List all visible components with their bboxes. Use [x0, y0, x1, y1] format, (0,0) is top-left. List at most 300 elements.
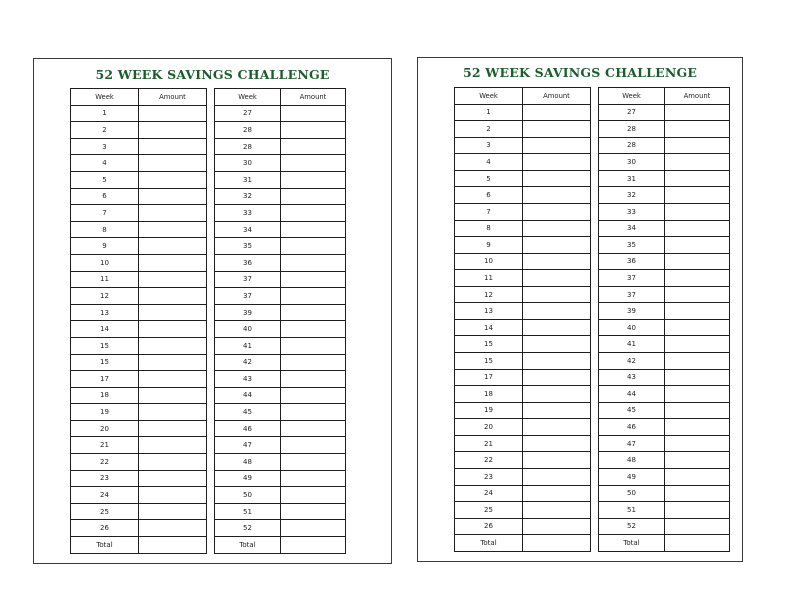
amount-cell[interactable] — [523, 137, 591, 154]
week-number: 10 — [455, 253, 523, 270]
amount-cell[interactable] — [281, 254, 346, 271]
week-row — [215, 503, 346, 520]
week-number: 15 — [455, 336, 523, 353]
week-row — [71, 387, 207, 404]
week-row — [599, 121, 730, 138]
week-row — [215, 238, 346, 255]
week-row — [215, 337, 346, 354]
amount-cell[interactable] — [665, 286, 730, 303]
week-number: 6 — [71, 188, 139, 205]
week-number: 28 — [599, 137, 665, 154]
week-number: 13 — [71, 304, 139, 321]
amount-cell[interactable] — [139, 454, 207, 471]
total-amount-cell[interactable] — [139, 537, 207, 554]
week-number: 40 — [599, 319, 665, 336]
week-row — [455, 253, 591, 270]
amount-cell[interactable] — [139, 122, 207, 139]
week-column-header: Week — [215, 89, 281, 106]
week-row — [215, 454, 346, 471]
amount-cell[interactable] — [665, 419, 730, 436]
amount-cell[interactable] — [281, 470, 346, 487]
amount-cell[interactable] — [281, 354, 346, 371]
amount-cell[interactable] — [281, 155, 346, 172]
total-label: Total — [455, 535, 523, 552]
amount-cell[interactable] — [523, 303, 591, 320]
week-number: 15 — [71, 354, 139, 371]
week-number: 25 — [455, 502, 523, 519]
week-row — [599, 154, 730, 171]
week-number: 47 — [215, 437, 281, 454]
amount-cell[interactable] — [523, 253, 591, 270]
amount-cell[interactable] — [139, 171, 207, 188]
amount-cell[interactable] — [665, 402, 730, 419]
amount-cell[interactable] — [139, 354, 207, 371]
amount-cell[interactable] — [665, 104, 730, 121]
week-number: 39 — [599, 303, 665, 320]
total-label: Total — [215, 537, 281, 554]
week-number: 31 — [215, 171, 281, 188]
week-number: 11 — [71, 271, 139, 288]
week-number: 36 — [599, 253, 665, 270]
week-row — [215, 487, 346, 504]
week-number: 46 — [599, 419, 665, 436]
week-number: 15 — [455, 353, 523, 370]
week-number: 3 — [71, 138, 139, 155]
week-row — [455, 419, 591, 436]
amount-cell[interactable] — [281, 321, 346, 338]
amount-cell[interactable] — [665, 170, 730, 187]
week-row — [455, 203, 591, 220]
amount-cell[interactable] — [523, 435, 591, 452]
amount-cell[interactable] — [523, 220, 591, 237]
amount-cell[interactable] — [665, 137, 730, 154]
week-number: 28 — [215, 138, 281, 155]
amount-cell[interactable] — [139, 188, 207, 205]
week-row — [455, 319, 591, 336]
week-row — [71, 487, 207, 504]
amount-cell[interactable] — [523, 369, 591, 386]
amount-cell[interactable] — [139, 155, 207, 172]
sheet-title: 52 WEEK SAVINGS CHALLENGE — [462, 65, 698, 80]
week-row — [455, 369, 591, 386]
week-number: 34 — [599, 220, 665, 237]
amount-cell[interactable] — [281, 221, 346, 238]
week-number: 22 — [71, 454, 139, 471]
header-row — [71, 89, 207, 106]
week-number: 2 — [71, 122, 139, 139]
week-number: 35 — [215, 238, 281, 255]
amount-cell[interactable] — [523, 353, 591, 370]
amount-cell[interactable] — [281, 454, 346, 471]
amount-cell[interactable] — [523, 154, 591, 171]
week-row — [215, 354, 346, 371]
week-number: 3 — [455, 137, 523, 154]
amount-cell[interactable] — [281, 271, 346, 288]
week-row — [599, 220, 730, 237]
amount-cell[interactable] — [281, 304, 346, 321]
week-number: 1 — [455, 104, 523, 121]
amount-cell[interactable] — [139, 254, 207, 271]
week-number: 24 — [455, 485, 523, 502]
week-number: 10 — [71, 254, 139, 271]
week-row — [71, 437, 207, 454]
week-row — [71, 171, 207, 188]
week-number: 4 — [455, 154, 523, 171]
amount-cell[interactable] — [281, 404, 346, 421]
amount-cell[interactable] — [281, 138, 346, 155]
amount-cell[interactable] — [281, 337, 346, 354]
week-row — [455, 104, 591, 121]
amount-cell[interactable] — [139, 371, 207, 388]
week-number: 2 — [455, 121, 523, 138]
week-number: 9 — [71, 238, 139, 255]
week-number: 33 — [215, 205, 281, 222]
week-number: 21 — [455, 435, 523, 452]
amount-cell[interactable] — [665, 518, 730, 535]
amount-cell[interactable] — [523, 104, 591, 121]
week-column-header: Week — [71, 89, 139, 106]
total-row — [599, 535, 730, 552]
week-row — [455, 121, 591, 138]
amount-cell[interactable] — [523, 121, 591, 138]
week-number: 7 — [455, 203, 523, 220]
amount-cell[interactable] — [665, 353, 730, 370]
amount-cell[interactable] — [665, 270, 730, 287]
amount-cell[interactable] — [281, 503, 346, 520]
week-number: 25 — [71, 503, 139, 520]
weeks-table-1-26 — [70, 88, 207, 554]
week-number: 23 — [455, 468, 523, 485]
week-number: 11 — [455, 270, 523, 287]
amount-cell[interactable] — [665, 502, 730, 519]
week-row — [215, 420, 346, 437]
week-row — [455, 485, 591, 502]
week-number: 37 — [599, 270, 665, 287]
week-number: 48 — [215, 454, 281, 471]
week-row — [71, 420, 207, 437]
week-number: 8 — [71, 221, 139, 238]
amount-cell[interactable] — [139, 321, 207, 338]
week-row — [71, 271, 207, 288]
week-row — [215, 171, 346, 188]
week-row — [215, 254, 346, 271]
week-number: 45 — [215, 404, 281, 421]
amount-cell[interactable] — [523, 187, 591, 204]
week-number: 6 — [455, 187, 523, 204]
amount-cell[interactable] — [665, 319, 730, 336]
amount-cell[interactable] — [665, 237, 730, 254]
week-row — [455, 187, 591, 204]
week-number: 39 — [215, 304, 281, 321]
amount-cell[interactable] — [665, 369, 730, 386]
week-row — [71, 503, 207, 520]
week-number: 41 — [599, 336, 665, 353]
amount-cell[interactable] — [665, 187, 730, 204]
week-row — [599, 237, 730, 254]
week-number: 47 — [599, 435, 665, 452]
amount-cell[interactable] — [665, 154, 730, 171]
amount-cell[interactable] — [281, 238, 346, 255]
week-row — [455, 286, 591, 303]
amount-cell[interactable] — [139, 337, 207, 354]
week-row — [71, 205, 207, 222]
amount-cell[interactable] — [281, 420, 346, 437]
amount-cell[interactable] — [281, 288, 346, 305]
amount-cell[interactable] — [139, 437, 207, 454]
week-number: 34 — [215, 221, 281, 238]
week-row — [455, 518, 591, 535]
week-number: 35 — [599, 237, 665, 254]
amount-cell[interactable] — [665, 220, 730, 237]
week-number: 52 — [599, 518, 665, 535]
week-row — [215, 470, 346, 487]
week-row — [71, 254, 207, 271]
amount-cell[interactable] — [139, 238, 207, 255]
amount-cell[interactable] — [139, 503, 207, 520]
week-row — [71, 520, 207, 537]
amount-cell[interactable] — [281, 437, 346, 454]
amount-cell[interactable] — [139, 138, 207, 155]
week-number: 40 — [215, 321, 281, 338]
week-row — [71, 105, 207, 122]
week-row — [455, 137, 591, 154]
week-row — [599, 203, 730, 220]
week-number: 4 — [71, 155, 139, 172]
amount-cell[interactable] — [281, 487, 346, 504]
week-number: 50 — [599, 485, 665, 502]
week-row — [215, 188, 346, 205]
amount-cell[interactable] — [523, 237, 591, 254]
week-row — [215, 288, 346, 305]
week-number: 18 — [71, 387, 139, 404]
week-row — [599, 187, 730, 204]
amount-cell[interactable] — [139, 205, 207, 222]
amount-cell[interactable] — [665, 386, 730, 403]
amount-column-header: Amount — [281, 89, 346, 106]
week-row — [599, 170, 730, 187]
week-number: 22 — [455, 452, 523, 469]
amount-cell[interactable] — [523, 270, 591, 287]
total-amount-cell[interactable] — [665, 535, 730, 552]
amount-cell[interactable] — [523, 336, 591, 353]
week-row — [71, 321, 207, 338]
week-row — [599, 518, 730, 535]
week-row — [599, 502, 730, 519]
week-number: 42 — [599, 353, 665, 370]
amount-cell[interactable] — [665, 468, 730, 485]
weeks-table-27-52 — [214, 88, 346, 554]
week-row — [455, 502, 591, 519]
week-number: 5 — [455, 170, 523, 187]
amount-cell[interactable] — [523, 203, 591, 220]
amount-cell[interactable] — [281, 520, 346, 537]
week-number: 5 — [71, 171, 139, 188]
week-number: 49 — [599, 468, 665, 485]
amount-cell[interactable] — [523, 386, 591, 403]
week-number: 45 — [599, 402, 665, 419]
amount-column-header: Amount — [665, 88, 730, 105]
week-number: 37 — [215, 271, 281, 288]
week-number: 26 — [455, 518, 523, 535]
week-number: 33 — [599, 203, 665, 220]
amount-cell[interactable] — [139, 404, 207, 421]
amount-cell[interactable] — [139, 387, 207, 404]
amount-cell[interactable] — [523, 468, 591, 485]
week-row — [71, 304, 207, 321]
week-number: 48 — [599, 452, 665, 469]
amount-cell[interactable] — [523, 319, 591, 336]
week-number: 44 — [215, 387, 281, 404]
amount-cell[interactable] — [523, 452, 591, 469]
amount-cell[interactable] — [281, 171, 346, 188]
amount-cell[interactable] — [523, 485, 591, 502]
amount-cell[interactable] — [139, 288, 207, 305]
amount-cell[interactable] — [665, 203, 730, 220]
week-row — [599, 104, 730, 121]
week-row — [599, 386, 730, 403]
week-number: 28 — [215, 122, 281, 139]
amount-cell[interactable] — [523, 402, 591, 419]
amount-cell[interactable] — [665, 452, 730, 469]
week-row — [71, 138, 207, 155]
week-row — [71, 371, 207, 388]
amount-cell[interactable] — [665, 485, 730, 502]
week-row — [71, 454, 207, 471]
week-number: 23 — [71, 470, 139, 487]
week-row — [455, 452, 591, 469]
header-row — [455, 88, 591, 105]
week-row — [599, 485, 730, 502]
amount-cell[interactable] — [281, 387, 346, 404]
week-number: 44 — [599, 386, 665, 403]
amount-cell[interactable] — [665, 336, 730, 353]
week-row — [71, 221, 207, 238]
week-row — [599, 303, 730, 320]
week-row — [215, 304, 346, 321]
week-number: 43 — [215, 371, 281, 388]
week-row — [215, 520, 346, 537]
week-row — [215, 387, 346, 404]
week-row — [215, 205, 346, 222]
amount-cell[interactable] — [139, 520, 207, 537]
week-number: 36 — [215, 254, 281, 271]
amount-cell[interactable] — [281, 371, 346, 388]
week-row — [215, 271, 346, 288]
week-row — [71, 122, 207, 139]
week-number: 18 — [455, 386, 523, 403]
amount-cell[interactable] — [665, 121, 730, 138]
amount-cell[interactable] — [139, 487, 207, 504]
week-number: 20 — [455, 419, 523, 436]
amount-cell[interactable] — [523, 170, 591, 187]
amount-cell[interactable] — [139, 221, 207, 238]
amount-cell[interactable] — [139, 105, 207, 122]
week-row — [599, 402, 730, 419]
week-row — [215, 404, 346, 421]
week-number: 32 — [215, 188, 281, 205]
week-row — [599, 468, 730, 485]
header-row — [215, 89, 346, 106]
week-row — [455, 270, 591, 287]
week-number: 9 — [455, 237, 523, 254]
week-row — [455, 435, 591, 452]
amount-cell[interactable] — [523, 502, 591, 519]
amount-cell[interactable] — [139, 470, 207, 487]
week-number: 30 — [599, 154, 665, 171]
week-number: 13 — [455, 303, 523, 320]
amount-cell[interactable] — [523, 419, 591, 436]
week-number: 27 — [215, 105, 281, 122]
week-row — [71, 188, 207, 205]
week-row — [455, 402, 591, 419]
week-number: 37 — [215, 288, 281, 305]
total-label: Total — [71, 537, 139, 554]
amount-cell[interactable] — [665, 435, 730, 452]
weeks-table-27-52 — [598, 87, 730, 552]
week-row — [455, 303, 591, 320]
week-row — [215, 122, 346, 139]
week-number: 20 — [71, 420, 139, 437]
week-row — [599, 435, 730, 452]
amount-column-header: Amount — [523, 88, 591, 105]
week-row — [455, 386, 591, 403]
amount-cell[interactable] — [281, 105, 346, 122]
week-row — [455, 336, 591, 353]
amount-cell[interactable] — [665, 303, 730, 320]
amount-cell[interactable] — [281, 188, 346, 205]
amount-cell[interactable] — [665, 253, 730, 270]
weeks-table-1-26 — [454, 87, 591, 552]
week-number: 31 — [599, 170, 665, 187]
week-row — [71, 404, 207, 421]
amount-cell[interactable] — [523, 518, 591, 535]
week-row — [455, 468, 591, 485]
amount-cell[interactable] — [139, 304, 207, 321]
amount-cell[interactable] — [523, 286, 591, 303]
week-row — [599, 419, 730, 436]
week-row — [599, 336, 730, 353]
total-amount-cell[interactable] — [281, 537, 346, 554]
week-row — [215, 221, 346, 238]
week-row — [71, 155, 207, 172]
total-label: Total — [599, 535, 665, 552]
amount-cell[interactable] — [281, 122, 346, 139]
week-number: 15 — [71, 337, 139, 354]
week-row — [455, 353, 591, 370]
amount-cell[interactable] — [139, 271, 207, 288]
week-number: 1 — [71, 105, 139, 122]
week-row — [71, 238, 207, 255]
total-row — [455, 535, 591, 552]
week-row — [599, 452, 730, 469]
week-number: 51 — [599, 502, 665, 519]
total-amount-cell[interactable] — [523, 535, 591, 552]
week-number: 46 — [215, 420, 281, 437]
amount-cell[interactable] — [139, 420, 207, 437]
week-number: 51 — [215, 503, 281, 520]
week-number: 24 — [71, 487, 139, 504]
week-row — [599, 319, 730, 336]
week-row — [599, 137, 730, 154]
week-row — [215, 371, 346, 388]
week-number: 52 — [215, 520, 281, 537]
week-number: 50 — [215, 487, 281, 504]
week-row — [455, 220, 591, 237]
week-row — [455, 237, 591, 254]
week-number: 41 — [215, 337, 281, 354]
amount-cell[interactable] — [281, 205, 346, 222]
week-row — [215, 155, 346, 172]
